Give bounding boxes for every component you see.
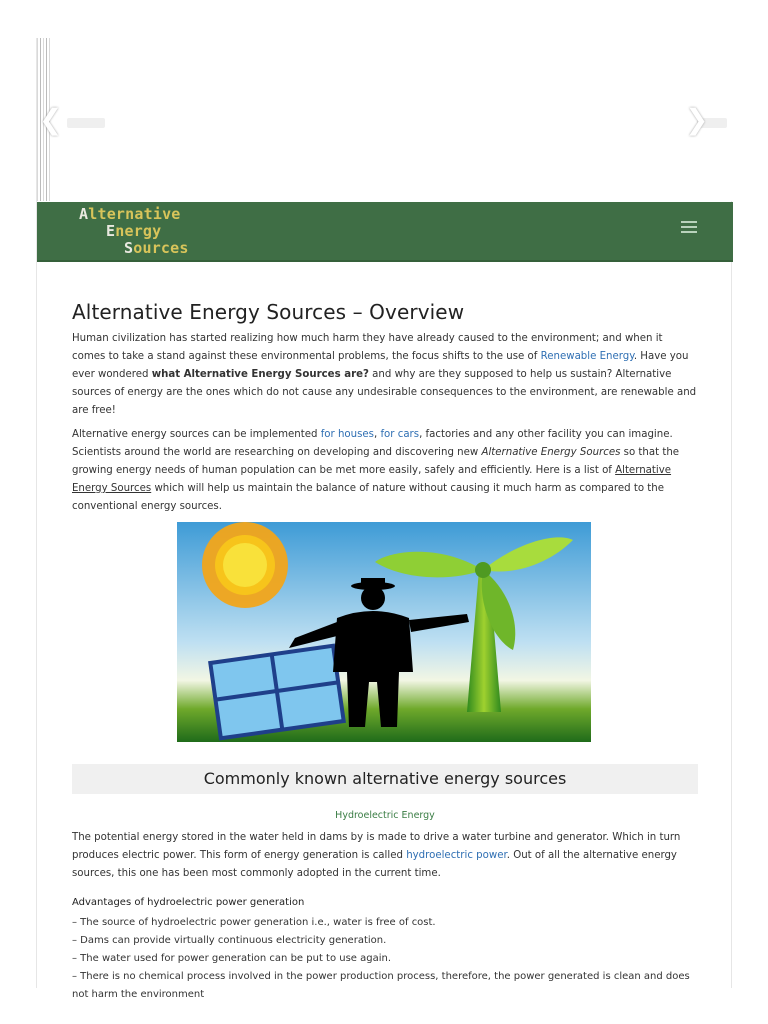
slider-prev-icon[interactable]: ❮ [39,103,63,136]
slider-next-icon[interactable]: ❯ [685,103,709,136]
page-title: Alternative Energy Sources – Overview [72,300,465,324]
italic-text: Alternative Energy Sources [481,447,621,458]
hydro-paragraph [72,829,698,883]
paragraph-text: Alternative energy sources can be implemented [72,429,321,440]
logo-letter: E [106,222,116,240]
logo-word: nergy [115,222,162,240]
slider-caption-left [67,118,105,128]
second-paragraph [72,426,698,516]
site-header [37,202,733,262]
logo-letter: S [124,239,134,257]
hydroelectric-subheading: Hydroelectric Energy [335,810,435,821]
paragraph-text: . Out of all the alternative energy sources, this one has been most commonly adopted in the current time. [72,850,677,879]
paragraph-text: The potential energy stored in the water held in dams by is made to drive a water turbine and generator. Which in turn produces electric power. This form of energy generation is called [72,832,681,861]
paragraph-text: , factories and any other facility you can imagine. Scientists around the world are researching on developing and discovering new [72,429,673,458]
advantage-item: – The water used for power generation can be put to use again. [72,953,392,964]
logo-letter: A [79,205,89,223]
hydroelectric-power-link[interactable]: hydroelectric power [406,850,507,861]
advantage-item: – There is no chemical process involved in the power production process, therefore, the power generated is clean and does not harm the environment [72,971,690,1000]
renewable-energy-link[interactable]: Renewable Energy [540,351,634,362]
intro-text: Human civilization has started realizing how much harm they have already caused to the environment; and when it comes to take a stand against these environmental problems, the focus shifts to the use of [72,333,663,362]
intro-paragraph [72,330,698,420]
hero-illustration [177,522,591,742]
intro-text: . Have you ever wondered [72,351,689,380]
paragraph-text: which will help us maintain the balance of nature without causing it much harm as compared to the conventional energy sources. [72,483,665,512]
logo-word: ources [133,239,189,257]
paragraph-text: , [373,429,381,440]
article-content [72,300,698,1004]
advantages-title: Advantages of hydroelectric power generation [72,897,305,908]
paragraph-text: so that the growing energy needs of human population can be met more easily, safely and efficiently. Here is a list of [72,447,680,476]
page-container [36,38,732,1000]
hamburger-menu-icon[interactable] [681,221,697,236]
intro-text: and why are they supposed to help us sustain? Alternative sources of energy are the ones which do not cause any undesirable consequences to the environment, are renewable and are free! [72,369,697,416]
sun-icon [202,522,288,608]
intro-bold-text: what Alternative Energy Sources are? [151,369,369,380]
section-heading: Commonly known alternative energy sources [72,764,698,794]
image-slider[interactable] [37,38,733,201]
for-cars-link[interactable]: for cars [380,429,420,440]
site-logo[interactable] [79,206,189,257]
advantage-item: – The source of hydroelectric power generation i.e., water is free of cost. [72,917,436,928]
for-houses-link[interactable]: for houses [320,429,374,440]
advantage-item: – Dams can provide virtually continuous electricity generation. [72,935,387,946]
logo-word: lternative [88,205,181,223]
underlined-text: Alternative Energy Sources [72,465,672,494]
